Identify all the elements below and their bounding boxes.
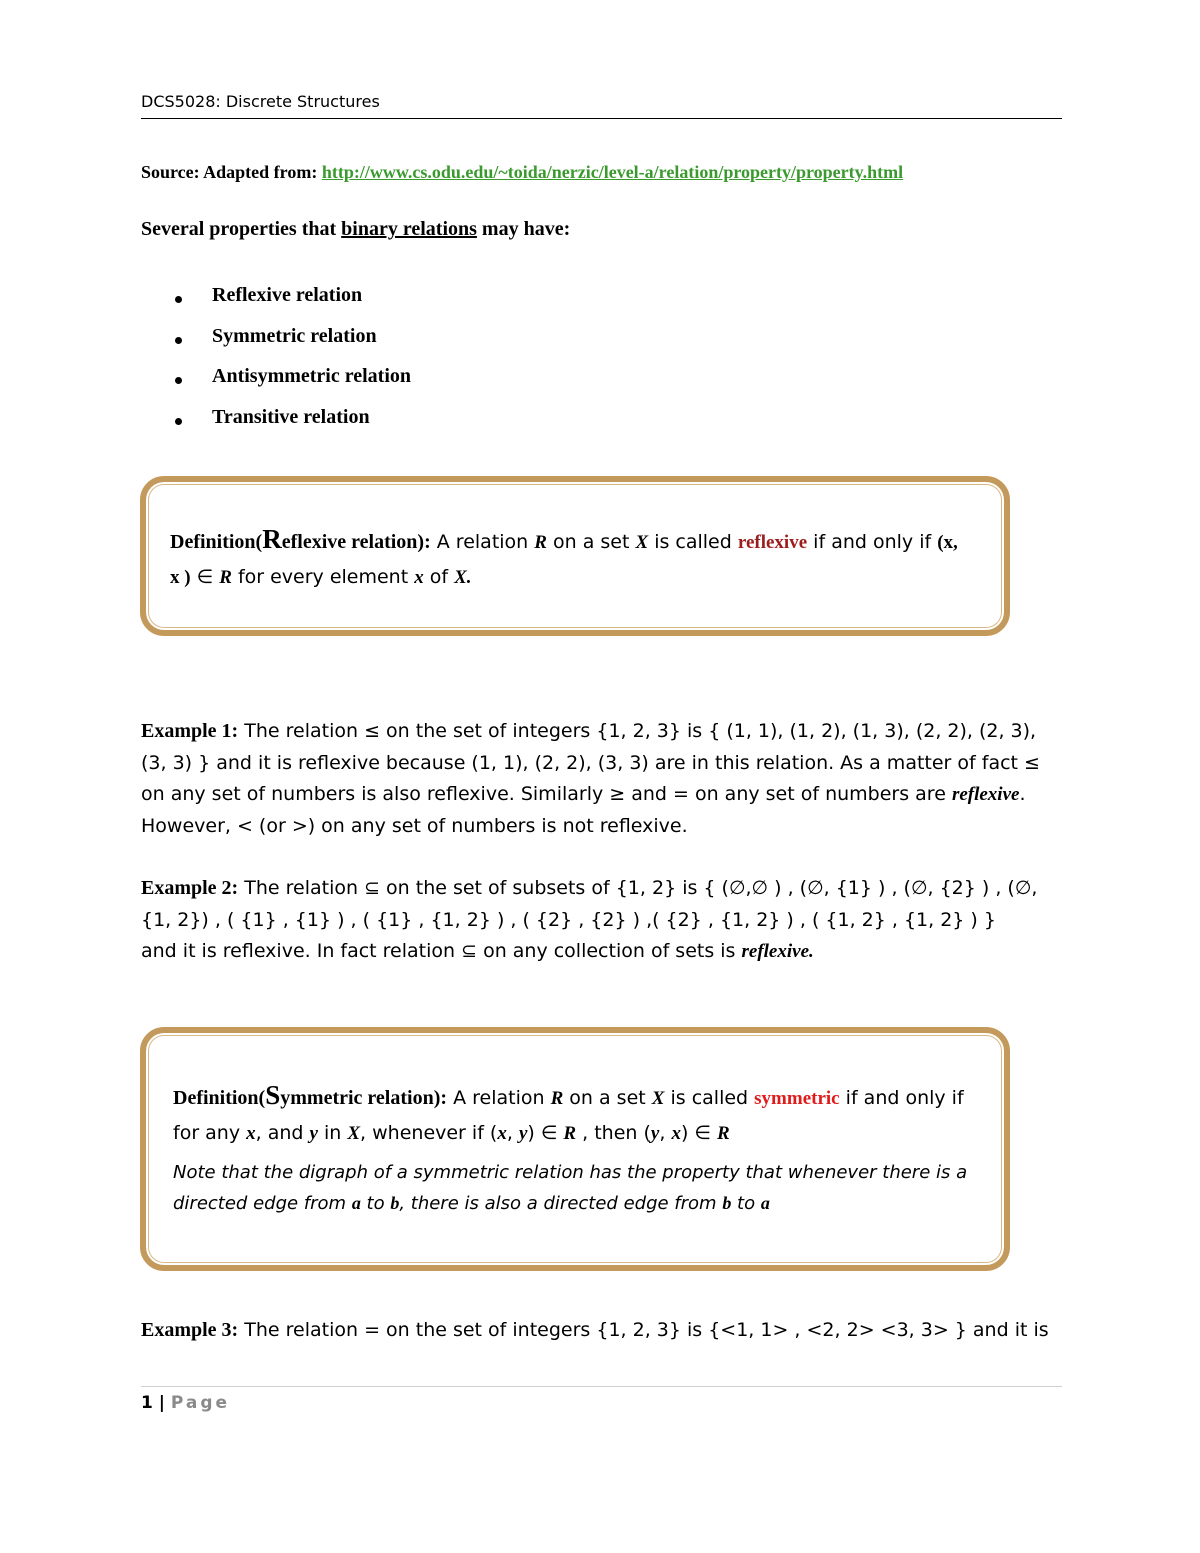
- example-label: Example 1:: [141, 720, 239, 742]
- property-list: [141, 284, 411, 446]
- page-header: [141, 90, 1062, 119]
- page-number: 1 | Page: [141, 1393, 231, 1413]
- list-item: [141, 325, 411, 366]
- keyword-symmetric: symmetric: [754, 1088, 840, 1109]
- page-footer: [141, 1386, 1062, 1413]
- list-item: [141, 284, 411, 325]
- definition-label: Definition(Reflexive relation):: [170, 524, 431, 554]
- bullet-icon: [175, 377, 182, 384]
- example-2: Example 2: The relation ⊆ on the set of subsets of {1, 2} is { (∅,∅ ) , (∅, {1} ) , (∅, {2} ) , (∅, {1, 2}) , ( {1} , {1} ) , ( {1} , {1, 2} ) , ( {2} , {2} ) ,( {2} , {1, 2} ) , ( {1, 2} , {1, 2} ) } and it is reflexive. In fact relation ⊆ on any collection of sets is reflexive.: [141, 877, 1038, 962]
- source-link[interactable]: http://www.cs.odu.edu/~toida/nerzic/level-a/relation/property/property.html: [321, 162, 904, 182]
- list-item: [141, 406, 411, 447]
- intro-after: may have:: [476, 218, 571, 240]
- header-title: DCS5028: Discrete Structures: [141, 92, 380, 111]
- example-1: Example 1: The relation ≤ on the set of integers {1, 2, 3} is { (1, 1), (1, 2), (1, 3), (2, 2), (2, 3), (3, 3) } and it is reflexive because (1, 1), (2, 2), (3, 3) are in this relation. As a matter of fact ≤ on any set of numbers is also reflexive. Similarly ≥ and = on any set of numbers are reflexive. However, < (or >) on any set of numbers is not reflexive.: [141, 720, 1040, 837]
- list-item: [141, 365, 411, 406]
- reflexive-definition-text: Definition(Reflexive relation): A relation R on a set X is called reflexive if and only if (x, x ) ∈ R for every element x of X.: [170, 524, 958, 588]
- list-item-label: Symmetric relation: [212, 324, 377, 347]
- intro-heading: [141, 218, 570, 241]
- bullet-icon: [175, 296, 182, 303]
- example-label: Example 3:: [141, 1319, 239, 1341]
- definition-label: Definition(Symmetric relation):: [173, 1080, 448, 1110]
- keyword-reflexive: reflexive: [737, 532, 808, 553]
- bullet-icon: [175, 418, 182, 425]
- intro-before: Several properties that: [141, 218, 342, 240]
- bullet-icon: [175, 337, 182, 344]
- source-label: Source: Adapted from:: [141, 162, 322, 182]
- source-line: [141, 162, 903, 183]
- list-item-label: Antisymmetric relation: [212, 365, 412, 387]
- list-item-label: Reflexive relation: [212, 284, 363, 306]
- list-item-label: Transitive relation: [212, 405, 370, 428]
- intro-underlined: binary relations: [341, 218, 477, 240]
- symmetric-definition-text: Definition(Symmetric relation): A relation R on a set X is called symmetric if and only if for any x, and y in X, whenever if (x, y) ∈ R , then (y, x) ∈ R Note that the digraph of a symmetric relation has the property that whenever there is a directed edge from a to b, there is also a directed edge from b to a: [173, 1078, 983, 1219]
- example-label: Example 2:: [141, 877, 239, 899]
- example-3: Example 3: The relation = on the set of integers {1, 2, 3} is {<1, 1> , <2, 2> <3, 3> } and it is: [141, 1319, 1049, 1341]
- symmetric-note: Note that the digraph of a symmetric relation has the property that whenever there is a directed edge from a to b, there is also a directed edge from b to a: [173, 1162, 968, 1214]
